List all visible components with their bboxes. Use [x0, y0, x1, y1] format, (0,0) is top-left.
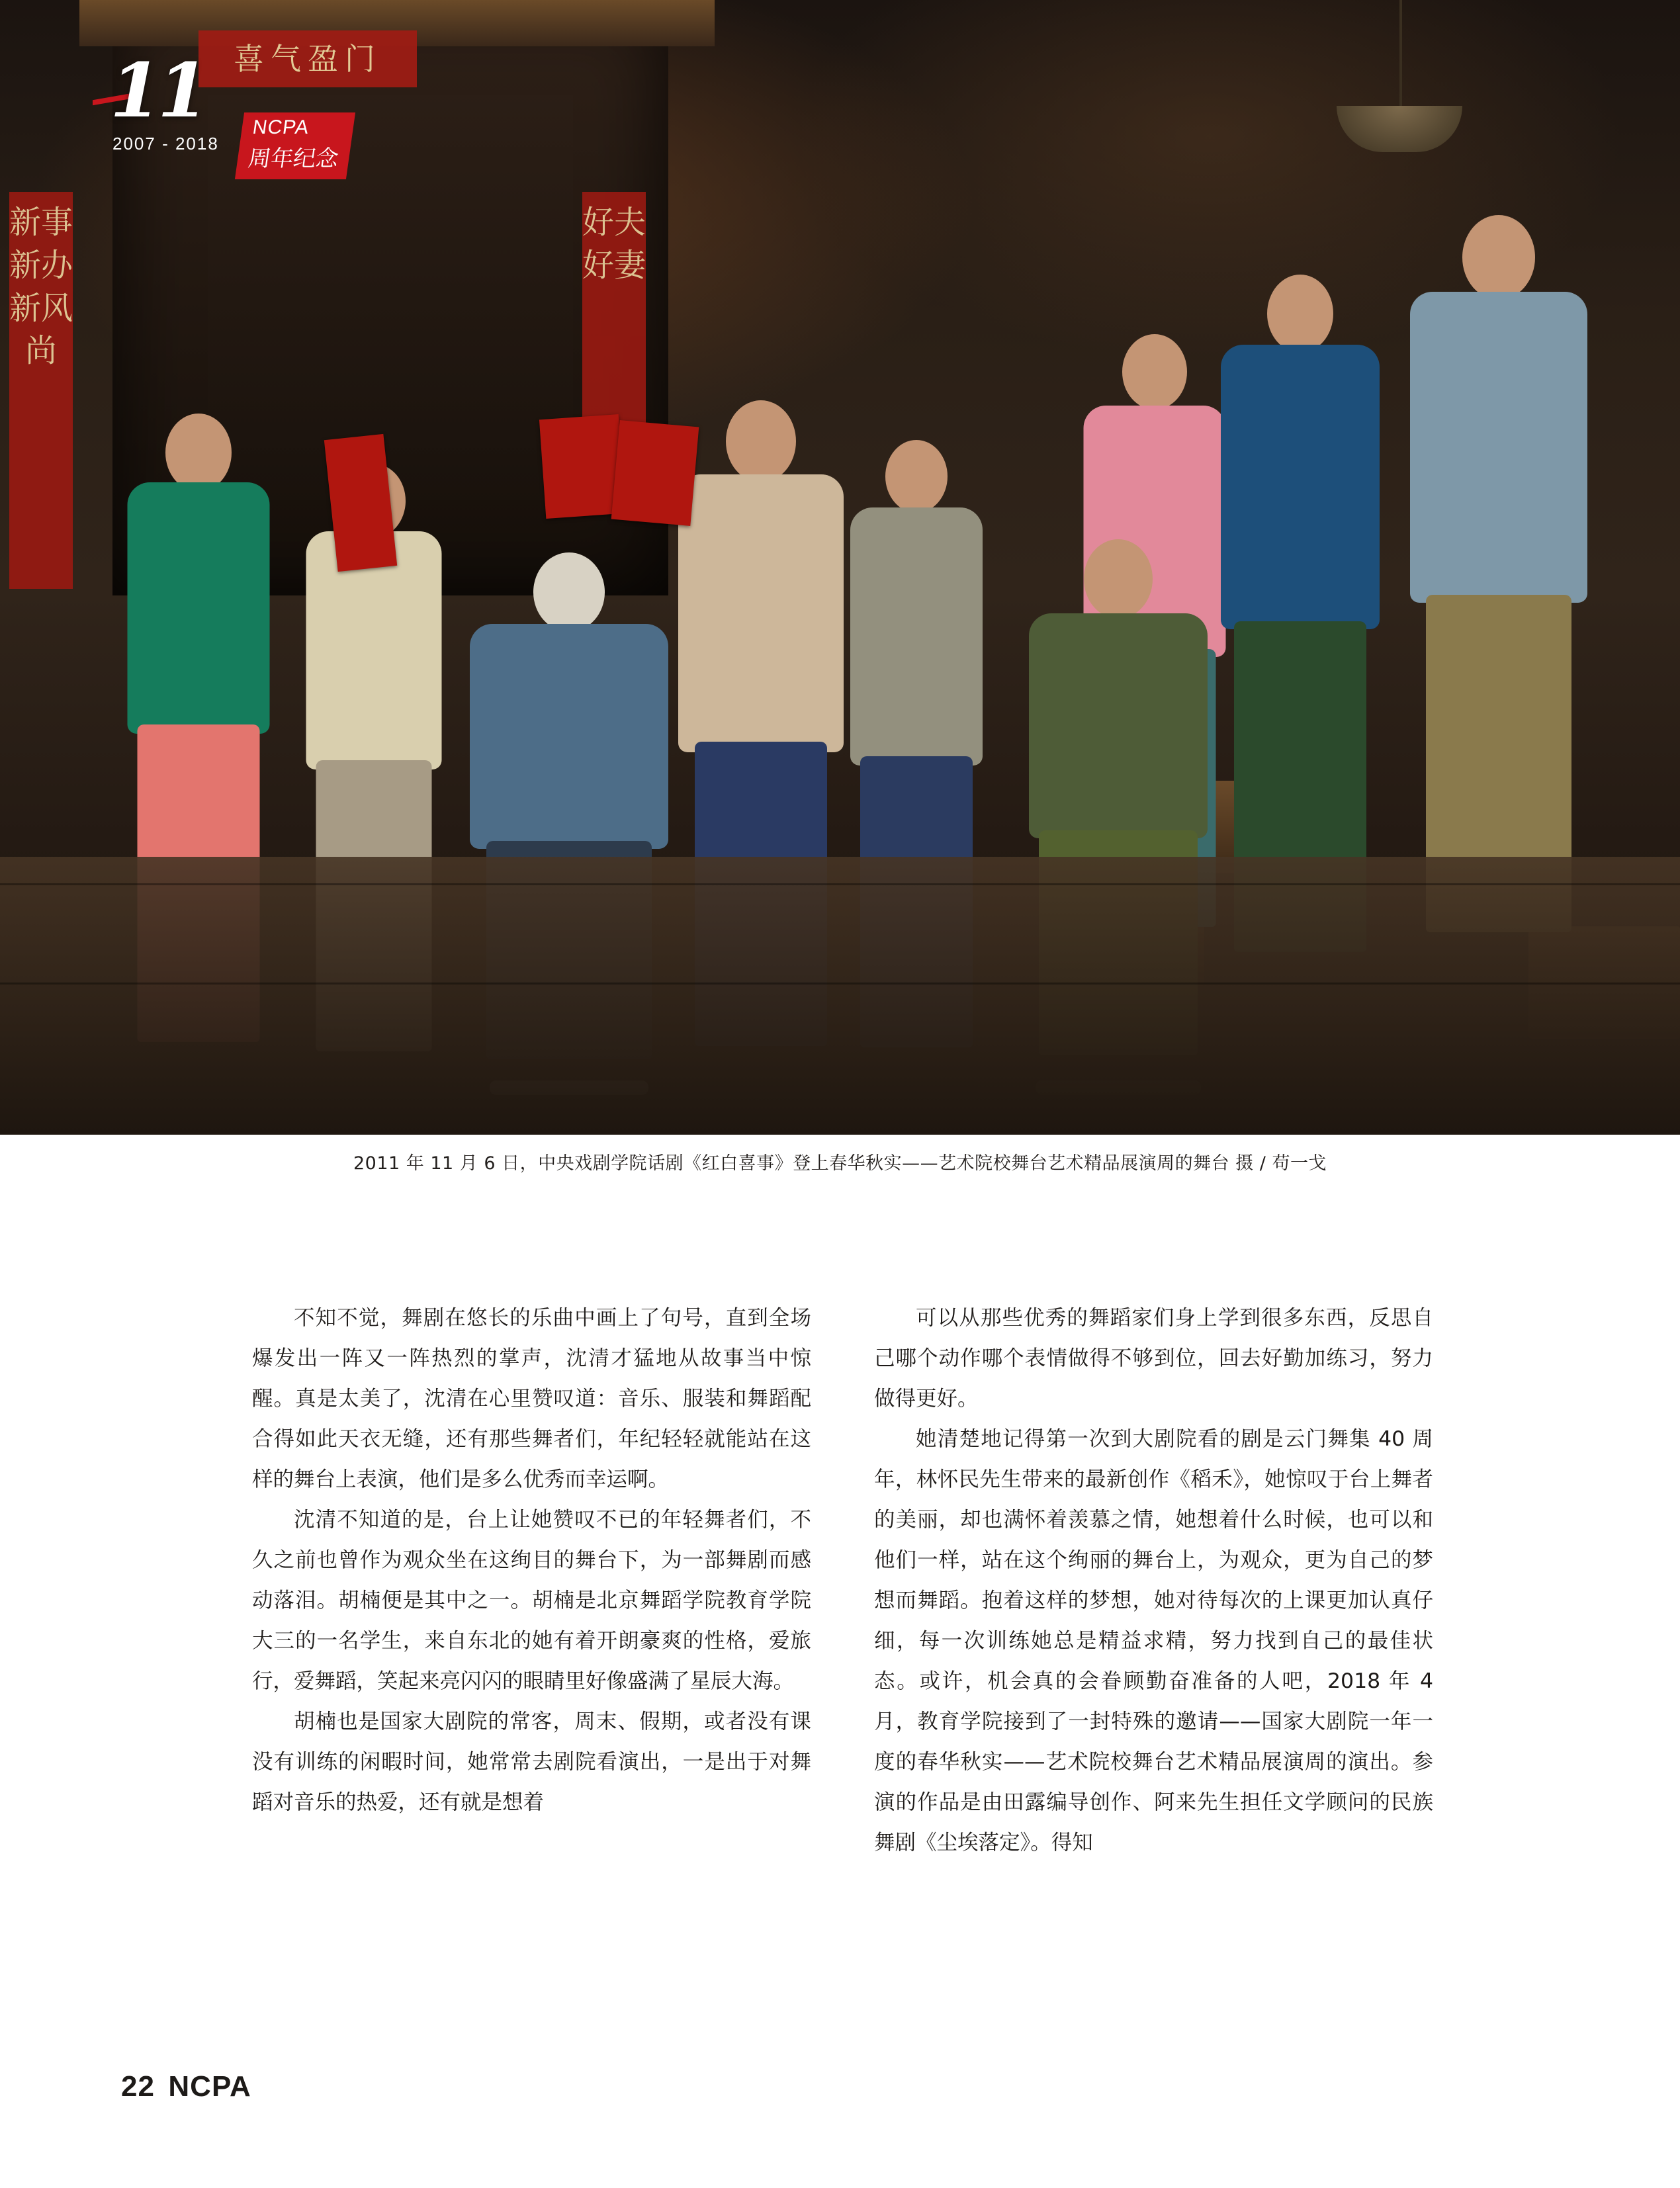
page-footer — [121, 2070, 251, 2103]
stage-floor — [0, 857, 1680, 1135]
banner-right-vertical: 好夫好妻 — [582, 192, 646, 509]
banner-left-vertical: 新事新办新风尚 — [9, 192, 73, 589]
badge-org-label: NCPA — [251, 116, 311, 138]
badge-years: 2007 - 2018 — [112, 134, 219, 153]
photo-caption: 2011 年 11 月 6 日，中央戏剧学院话剧《红白喜事》登上春华秋实——艺术院校舞台艺术精品展演周的舞台 摄 / 苟一戈 — [353, 1153, 1327, 1174]
paragraph: 胡楠也是国家大剧院的常客，周末、假期，或者没有课没有训练的闲暇时间，她常常去剧院看演出，一是出于对舞蹈对音乐的热爱，还有就是想着 — [252, 1710, 811, 1814]
badge-ribbon — [235, 112, 355, 179]
badge-cn-label: 周年纪念 — [246, 146, 341, 172]
column-right — [874, 1298, 1433, 1863]
column-left — [252, 1298, 811, 1863]
page-number: 22 — [121, 2070, 155, 2103]
hanging-lamp-icon — [1337, 106, 1462, 152]
article-body — [252, 1298, 1433, 1863]
banner-horizontal: 喜气盈门 — [199, 30, 417, 87]
paragraph: 可以从那些优秀的舞蹈家们身上学到很多东西，反思自己哪个动作哪个表情做得不够到位，回去好勤加练习，努力做得更好。 — [874, 1306, 1433, 1411]
anniversary-badge — [93, 33, 357, 172]
paragraph: 不知不觉，舞剧在悠长的乐曲中画上了句号，直到全场爆发出一阵又一阵热烈的掌声，沈清才猛地从故事当中惊醒。真是太美了，沈清在心里赞叹道：音乐、服装和舞蹈配合得如此天衣无缝，还有那些舞者们，年纪轻轻就能站在这样的舞台上表演，他们是多么优秀而幸运啊。 — [252, 1306, 811, 1491]
paragraph: 沈清不知道的是，台上让她赞叹不已的年轻舞者们，不久之前也曾作为观众坐在这绚目的舞台下，为一部舞剧而感动落泪。胡楠便是其中之一。胡楠是北京舞蹈学院教育学院大三的一名学生，来自东北的她有着开朗豪爽的性格，爱旅行，爱舞蹈，笑起来亮闪闪的眼睛里好像盛满了星辰大海。 — [252, 1508, 811, 1693]
paragraph: 她清楚地记得第一次到大剧院看的剧是云门舞集 40 周年，林怀民先生带来的最新创作《稻禾》，她惊叹于台上舞者的美丽，却也满怀着羡慕之情，她想着什么时候，也可以和他们一样，站在这个绚丽的舞台上，为观众，更为自己的梦想而舞蹈。抱着这样的梦想，她对待每次的上课更加认真仔细，每一次训练她总是精益求精，努力找到自己的最佳状态。或许，机会真的会眷顾勤奋准备的人吧，2018 年 4 月，教育学院接到了一封特殊的邀请——国家大剧院一年一度的春华秋实——艺术院校舞台艺术精品展演周的演出。参演的作品是由田露编导创作、阿来先生担任文学顾问的民族舞剧《尘埃落定》。得知 — [874, 1427, 1433, 1855]
publication-name: NCPA — [168, 2070, 251, 2103]
badge-number: 11 — [110, 48, 205, 134]
red-envelope-3 — [611, 420, 699, 526]
